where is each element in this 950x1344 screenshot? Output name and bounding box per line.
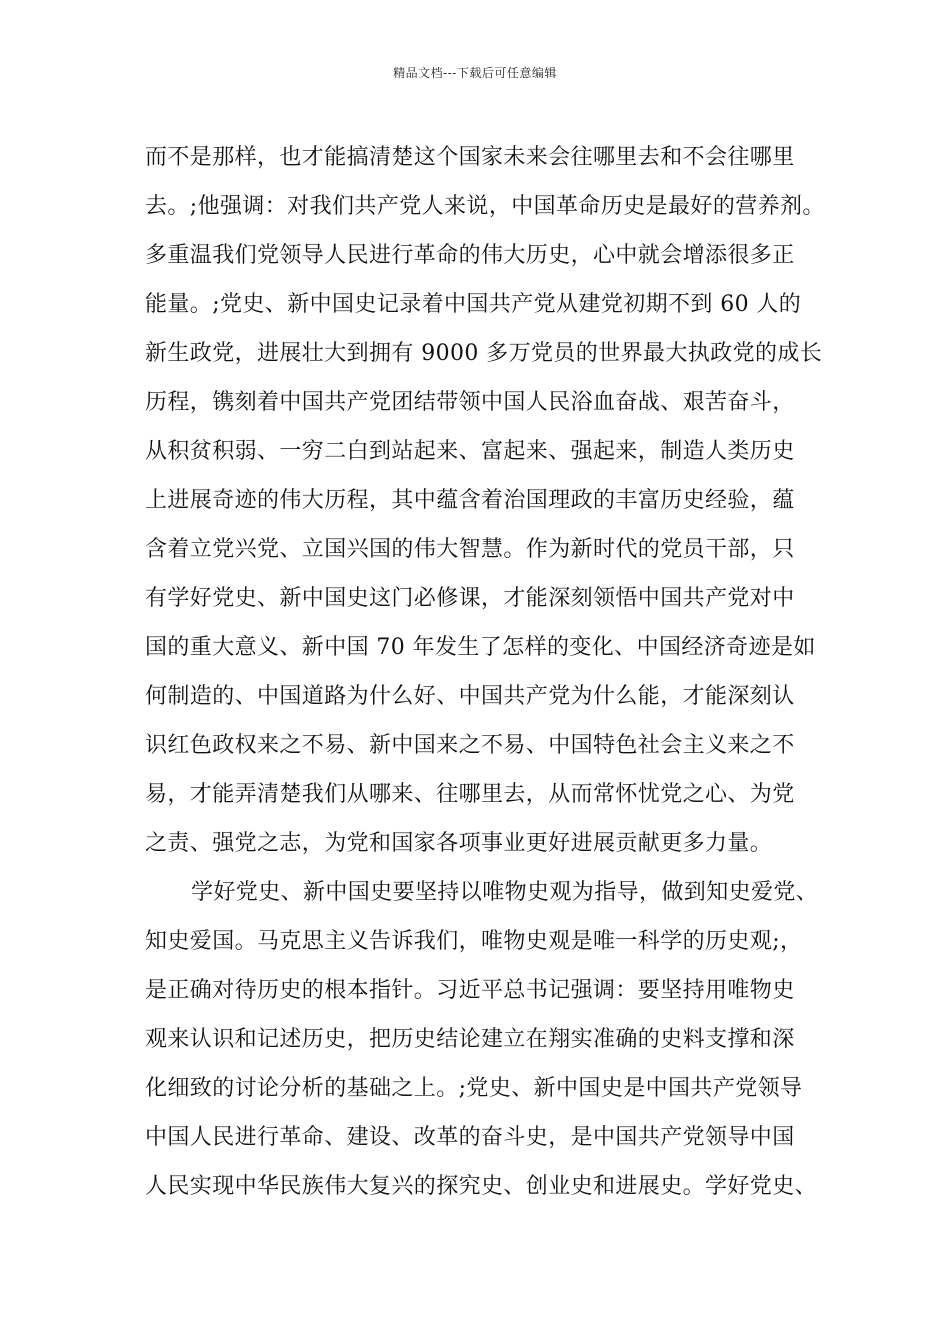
text-line: 何制造的、中国道路为什么好、中国共产党为什么能，才能深刻认 (145, 684, 795, 709)
text-line-indented: 学好党史、新中国史要坚持以唯物史观为指导，做到知史爱党、 (191, 880, 819, 905)
text-line: 历程，镌刻着中国共产党团结带领中国人民浴血奋战、艰苦奋斗， (145, 390, 795, 415)
text-line: 之责、强党之志，为党和国家各项事业更好进展贡献更多力量。 (145, 831, 773, 856)
paragraph-2 (145, 868, 835, 1211)
paragraph-1 (145, 133, 835, 868)
text-line: 从积贫积弱、一穷二白到站起来、富起来、强起来，制造人类历史 (145, 439, 795, 464)
text-line: 中国人民进行革命、建设、改革的奋斗史，是中国共产党领导中国 (145, 1125, 795, 1150)
document-body (145, 133, 835, 1211)
text-line: 国的重大意义、新中国 70 年发生了怎样的变化、中国经济奇迹是如 (145, 635, 816, 660)
text-line: 新生政党，进展壮大到拥有 9000 多万党员的世界最大执政党的成长 (145, 341, 823, 366)
text-line: 而不是那样，也才能搞清楚这个国家未来会往哪里去和不会往哪里 (145, 145, 795, 170)
page-header: 精品文档---下载后可任意编辑 (393, 66, 557, 80)
text-line: 易，才能弄清楚我们从哪来、往哪里去，从而常怀忧党之心、为党 (145, 782, 795, 807)
text-line: 有学好党史、新中国史这门必修课，才能深刻领悟中国共产党对中 (145, 586, 795, 611)
text-line: 知史爱国。马克思主义告诉我们，唯物史观是唯一科学的历史观;， (145, 929, 803, 954)
text-line: 上进展奇迹的伟大历程，其中蕴含着治国理政的丰富历史经验，蕴 (145, 488, 795, 513)
text-line: 观来认识和记述历史，把历史结论建立在翔实准确的史料支撑和深 (145, 1027, 795, 1052)
text-line: 去。;他强调：对我们共产党人来说，中国革命历史是最好的营养剂。 (145, 194, 825, 219)
text-line: 多重温我们党领导人民进行革命的伟大历史，心中就会增添很多正 (145, 243, 795, 268)
text-line: 识红色政权来之不易、新中国来之不易、中国特色社会主义来之不 (145, 733, 795, 758)
text-line: 含着立党兴党、立国兴国的伟大智慧。作为新时代的党员干部，只 (145, 537, 795, 562)
text-line: 化细致的讨论分析的基础之上。;党史、新中国史是中国共产党领导 (145, 1076, 803, 1101)
text-line: 是正确对待历史的根本指针。习近平总书记强调：要坚持用唯物史 (145, 978, 795, 1003)
text-line: 能量。;党史、新中国史记录着中国共产党从建党初期不到 60 人的 (145, 292, 802, 317)
text-line: 人民实现中华民族伟大复兴的探究史、创业史和进展史。学好党史、 (145, 1174, 818, 1199)
